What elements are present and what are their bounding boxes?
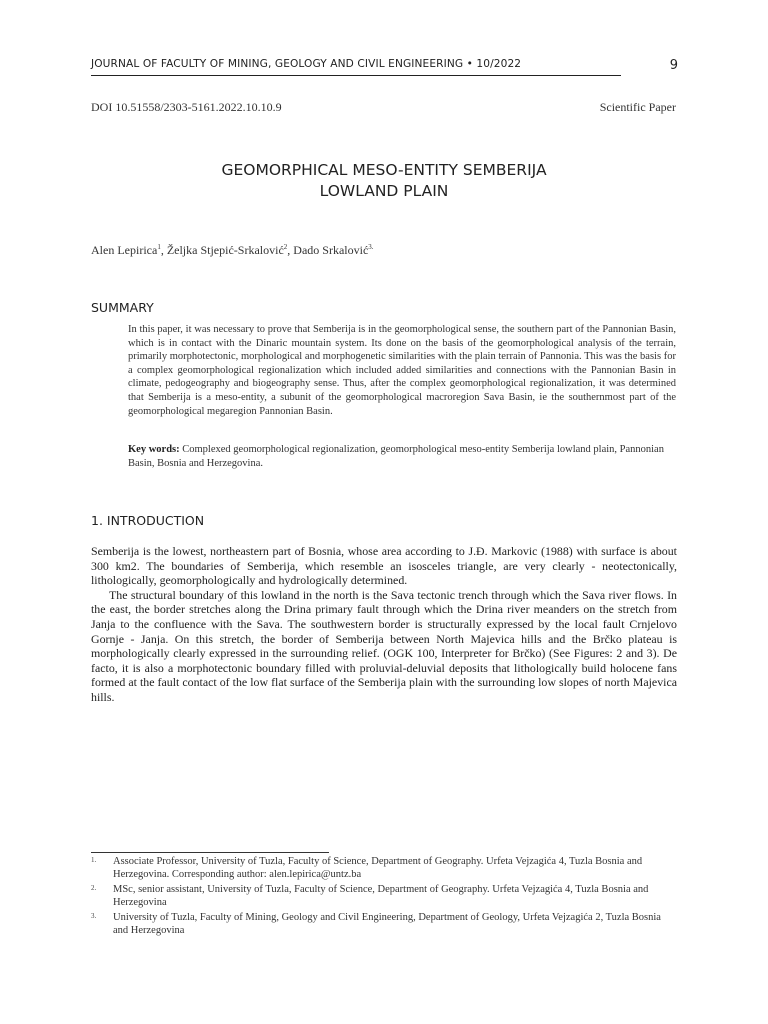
footnote-rule (91, 852, 329, 853)
title-line-1: GEOMORPHICAL MESO-ENTITY SEMBERIJA (221, 161, 547, 179)
page-number: 9 (669, 58, 678, 73)
author-name: Dado Srkalović (293, 243, 369, 257)
paragraph: The structural boundary of this lowland in the north is the Sava tectonic trench through which the Sava river flows. In the east, the border stretches along the Drina primary fault through which the Drina river meanders on the stretch from Janja to the confluence with the Sava. The southwestern border is structurally expressed by the local fault Crnjelovo Gornje - Janja. On this stretch, the border of Semberija between North Majevica hills and the Brčko plateau is morphologically clearly expressed in the surrounding relief. (OGK 100, Interpreter for Brčko) (See Figures: 2 and 3). De facto, it is also a morphotectonic boundary filled with proluvial-deluvial deposits that lithologically build holocene fans formed at the fault contact of the low flat surface of the Semberija plain with the surrounding low slopes of north Majevica hills. (91, 587, 677, 704)
paragraph: Semberija is the lowest, northeastern part of Bosnia, whose area according to J.Đ. Markovic (1988) with surface is about 300 km2. The boundaries of Semberija, which resemble an isosceles triangle, are very clearly - neotectonically, lithologically, geomorphologically and hydrologically determined. (91, 544, 677, 588)
footnote (91, 911, 677, 937)
footnote-text: Associate Professor, University of Tuzla, Faculty of Science, Department of Geography. Urfeta Vejzagića 4, Tuzla Bosnia and Herzegovina. Corresponding author: alen.lepirica@untz.ba (113, 856, 643, 880)
paper-title (91, 160, 677, 202)
author-name: Željka Stjepić-Srkalović (166, 243, 284, 257)
author-name: Alen Lepirica (91, 243, 158, 257)
header-rule (91, 75, 621, 76)
keywords (128, 443, 676, 470)
paper-type: Scientific Paper (599, 100, 676, 114)
journal-header: JOURNAL OF FACULTY OF MINING, GEOLOGY AND CIVIL ENGINEERING • 10/2022 (91, 58, 522, 70)
title-line-2: LOWLAND PLAIN (319, 182, 449, 200)
summary-heading: SUMMARY (91, 300, 154, 315)
keywords-text: Complexed geomorphological regionalization, geomorphological meso-entity Semberija lowland plain, Pannonian Basin, Bosnia and Herzegovina. (128, 444, 664, 469)
footnote-mark: 3. (91, 912, 97, 920)
footnote (91, 883, 677, 909)
author-mark: 1 (157, 243, 161, 251)
author-list: Alen Lepirica$^1$, Željka Stjepić-Srkalović$^2$, Dado Srkalović$^{3.}$ (91, 243, 374, 257)
footnote-text: University of Tuzla, Faculty of Mining, Geology and Civil Engineering, Department of Geology, Urfeta Vejzagića 2, Tuzla Bosnia and Herzegovina (113, 912, 661, 936)
author-mark: 2 (283, 243, 288, 251)
introduction-body (91, 544, 677, 705)
footnote (91, 855, 677, 881)
doi: DOI 10.51558/2303-5161.2022.10.10.9 (91, 100, 282, 114)
author-mark: 3. (368, 243, 374, 251)
introduction-heading: 1. INTRODUCTION (91, 513, 205, 528)
footnote-mark: 1. (91, 856, 97, 864)
footnote-text: MSc, senior assistant, University of Tuzla, Faculty of Science, Department of Geography. Urfeta Vejzagića 4, Tuzla Bosnia and Herzegovina (113, 884, 649, 908)
keywords-label: Key words: (128, 444, 180, 455)
footnotes (91, 855, 677, 939)
footnote-mark: 2. (91, 884, 97, 892)
summary-text: In this paper, it was necessary to prove that Semberija is in the geomorphological sense, the southern part of the Pannonian Basin, which is in contact with the Dinaric mountain system. Its done on the basis of the geomorphological analysis of the terrain, primarily morphotectonic, morphological and morphogenetic similarities with the plain terrain of Pannonia. This was the basis for a complex geomorphological regionalization which included added similarities and connections with the Pannonian Basin in climate, pedogeography and biogeography sense. Thus, after the complex geomorphological regionalization, it was determined that Semberija is a meso-entity, a subunit of the geomorphological macroregion Sava Basin, ie the southernmost part of the geomorphological megaregion Pannonian Basin. (128, 324, 676, 417)
